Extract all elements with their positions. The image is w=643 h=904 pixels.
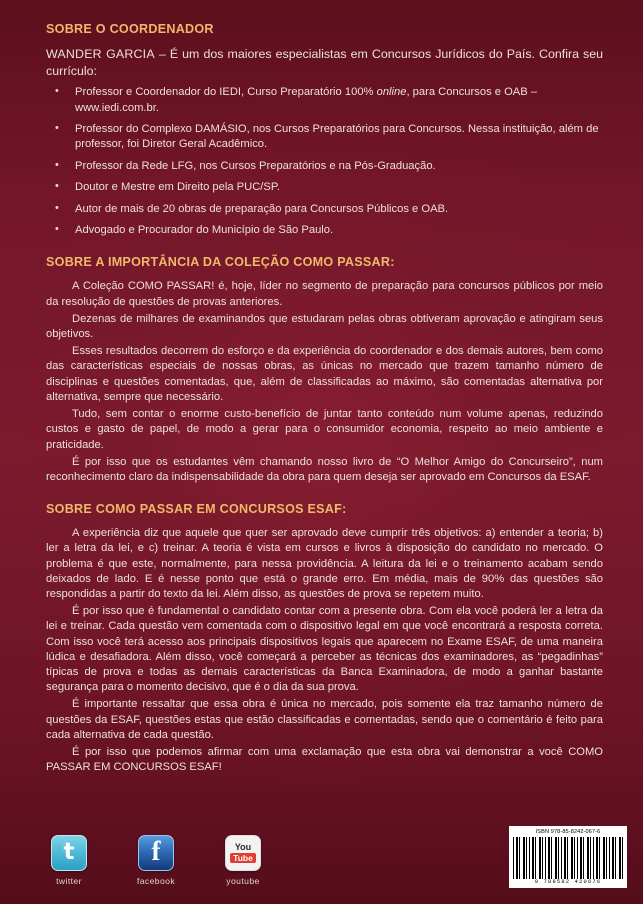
list-item: • Autor de mais de 20 obras de preparação para Concursos Públicos e OAB. [46,202,603,217]
section-heading-coordinator: SOBRE O COORDENADOR [46,22,214,36]
twitter-label: twitter [56,876,82,886]
list-item: • Professor do Complexo DAMÁSIO, nos Cursos Preparatórios para Concursos. Nessa instituição, além de professor, foi Diretor Geral Acadêmico. [46,122,603,153]
isbn-barcode [509,826,627,888]
paragraph: Esses resultados decorrem do esforço e da experiência do coordenador e dos demais autores, bem como das características especiais de nossas obras, as únicas no mercado que trazem tamanho número de disciplinas e questões comentadas, que, além de classificadas ao máximo, são comentadas alternativa por alternativa, sempre que necessário. [46,345,603,403]
coordinator-credentials-list [46,85,603,238]
importance-body [46,279,603,485]
social-link-twitter[interactable] [46,835,92,886]
list-item: • Professor da Rede LFG, nos Cursos Preparatórios e na Pós-Graduação. [46,159,603,174]
twitter-glyph: t [63,838,75,865]
list-item: • Doutor e Mestre em Direito pela PUC/SP. [46,180,603,195]
paragraph: É por isso que podemos afirmar com uma exclamação que esta obra vai demonstrar a você COMO PASSAR EM CONCURSOS ESAF! [46,746,603,774]
social-links-row [46,835,266,886]
section-heading-esaf: SOBRE COMO PASSAR EM CONCURSOS ESAF: [46,502,347,517]
isbn-number: ISBN 978-85-8242-067-6 [535,829,601,835]
coordinator-name: WANDER GARCIA [46,47,155,62]
youtube-tube-text: Tube [230,853,256,863]
list-item: • Advogado e Procurador do Município de São Paulo. [46,223,603,238]
barcode-digits: 9 788582 420676 [534,879,602,885]
paragraph: É importante ressaltar que essa obra é única no mercado, pois somente ela traz tamanho número de questões da ESAF, questões estas que estão classificadas e comentadas, sendo que o comentário é feito para cada alternativa de cada questão. [46,698,603,741]
list-item: • Professor e Coordenador do IEDI, Curso Preparatório 100% online, para Concursos e OAB – www.iedi.com.br. [46,85,603,116]
cover-footer [0,799,643,904]
paragraph: Dezenas de milhares de examinandos que estudaram pelas obras obtiveram aprovação e atingiram seus objetivos. [46,312,603,341]
coordinator-intro-text: – É um dos maiores especialistas em Concursos Jurídicos do País. Confira seu currículo: [46,47,604,78]
facebook-glyph: f [151,836,161,866]
social-link-facebook[interactable] [133,835,179,886]
facebook-label: facebook [136,876,176,886]
paragraph: É por isso que os estudantes vêm chamando nosso livro de “O Melhor Amigo do Concurseiro”, num reconhecimento claro da indispensabilidade da obra para quem deseja ser aprovado em Concursos da ESAF. [46,455,603,483]
paragraph: É por isso que é fundamental o candidato contar com a presente obra. Com ela você poderá ler a letra da lei e treinar. Cada questão vem comentada com o dispositivo legal em que você encontrará a resposta correta. Com isso você terá acesso aos principais dispositivos legais que aparecem no Exame ESAF, de uma maneira lúdica e desafiadora. Além disso, você começará a perceber as técnicas dos examinadores, as “pegadinhas” típicas de prova e todas as demais características da Banca Examinadora, de modo a ganhar bastante segurança para o momento decisivo, que é o dia da sua prova. [46,605,603,694]
social-link-youtube[interactable] [220,835,266,886]
esaf-body [46,526,603,775]
barcode-bars [513,837,623,879]
youtube-icon[interactable] [225,835,261,871]
youtube-label: youtube [226,876,260,886]
facebook-icon[interactable] [138,835,174,871]
youtube-you-text: You [234,842,252,852]
coordinator-intro-paragraph [46,46,603,79]
paragraph: A Coleção COMO PASSAR! é, hoje, líder no segmento de preparação para concursos públicos por meio da resolução de questões de provas anteriores. [46,280,603,308]
twitter-icon[interactable] [51,835,87,871]
section-heading-importance: SOBRE A IMPORTÂNCIA DA COLEÇÃO COMO PASSAR: [46,255,395,270]
paragraph: A experiência diz que aquele que quer ser aprovado deve cumprir três objetivos: a) entender a teoria; b) ler a letra da lei, e c) treinar. A teoria é vista em cursos e livros à disposição do candidato no mercado. O problema é que este, normalmente, para nessa providência. A leitura da lei e o treinamento acabam sendo deixados de lado. E é nesse ponto que está o grande erro. Em média, mais de 90% das questões são respondidas a partir do texto da lei. Além disso, as questões de prova se repetem muito. [46,527,603,601]
paragraph: Tudo, sem contar o enorme custo-benefício de juntar tanto conteúdo num volume apenas, reduzindo custos e gasto de papel, de modo a gerar para o consumidor economia, respeito ao meio ambiente e praticidade. [46,408,603,451]
